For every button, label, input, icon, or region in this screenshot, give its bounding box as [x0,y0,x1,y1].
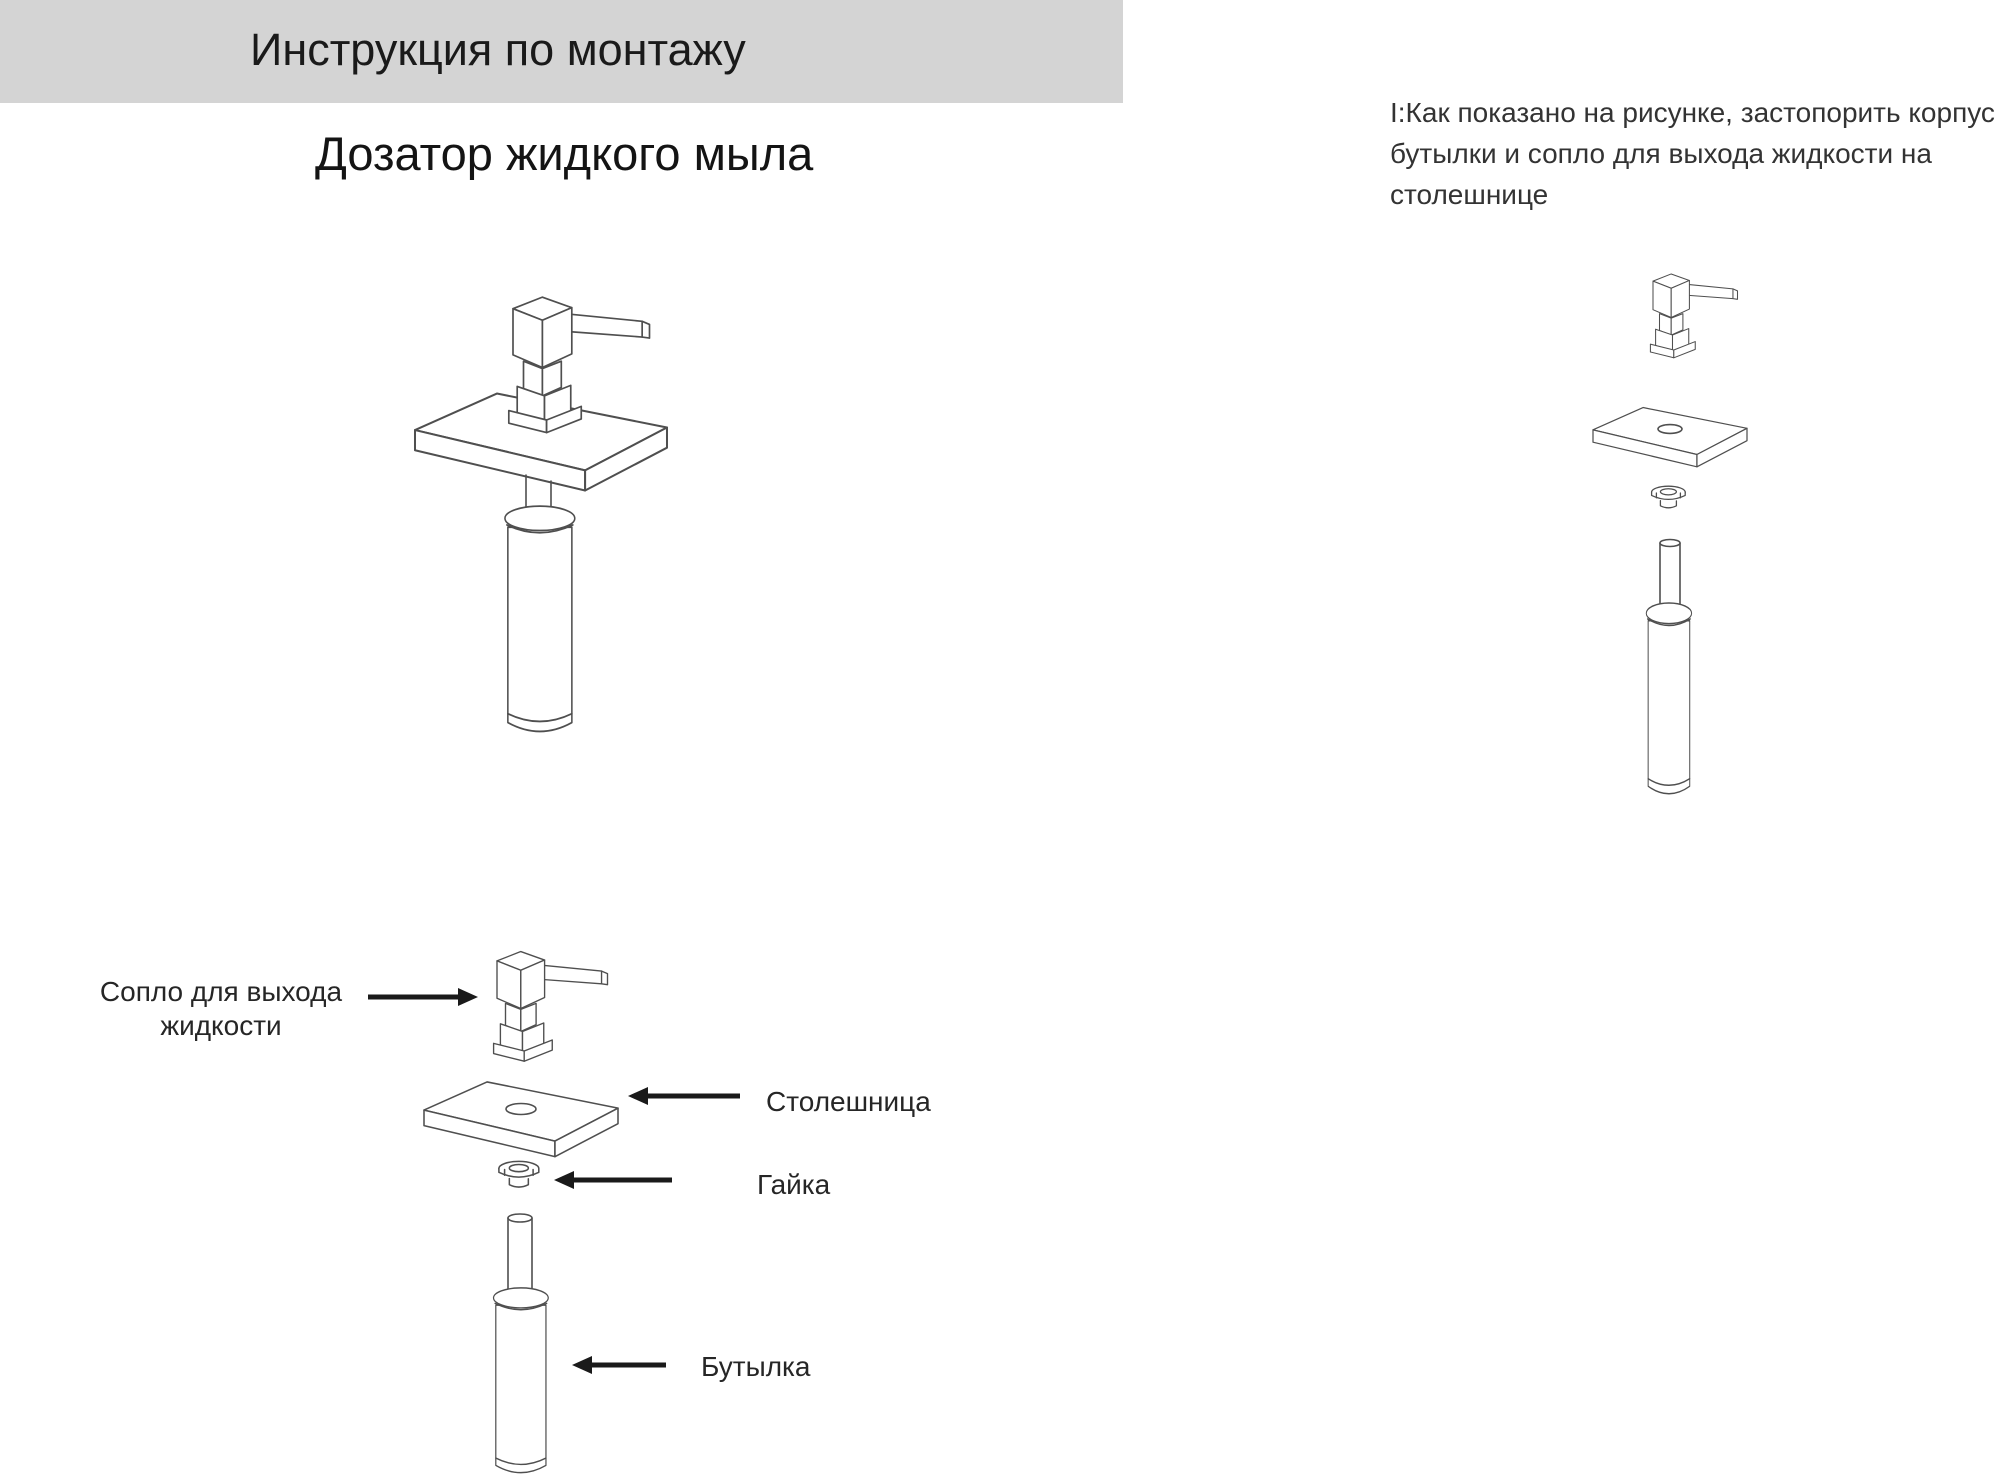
nozzle-label: Сопло для выхода жидкости [99,976,343,1041]
bottle-drawing [1646,540,1691,794]
product-subtitle: Дозатор жидкого мыла [315,127,814,180]
step-1-diagram [1580,265,1810,810]
pump-drawing [509,297,650,432]
nut-arrow [554,1171,672,1189]
nozzle-arrow [368,988,478,1006]
mount-hole [1658,425,1682,434]
countertop-drawing [1593,408,1747,467]
bottle-arrow [572,1356,666,1374]
nut-drawing [499,1161,539,1187]
bottle-drawing [505,475,575,731]
bottle-drawing [494,1214,549,1473]
main-dispenser-diagram [400,270,680,750]
pump-drawing [494,952,608,1062]
countertop-arrow [628,1087,740,1105]
countertop-label: Столешница [766,1086,931,1117]
step-1-note: I:Как показано на рисунке, застопорить корпус бутылки и сопло для выхода жидкости на столешнице [1390,97,1995,210]
page-title: Инструкция по монтажу [250,24,746,75]
nut-drawing [1652,486,1686,508]
pump-drawing [1650,274,1737,358]
bottle-label: Бутылка [701,1351,811,1382]
mount-hole [506,1104,536,1115]
nut-label: Гайка [757,1169,831,1200]
countertop-drawing [424,1082,618,1157]
